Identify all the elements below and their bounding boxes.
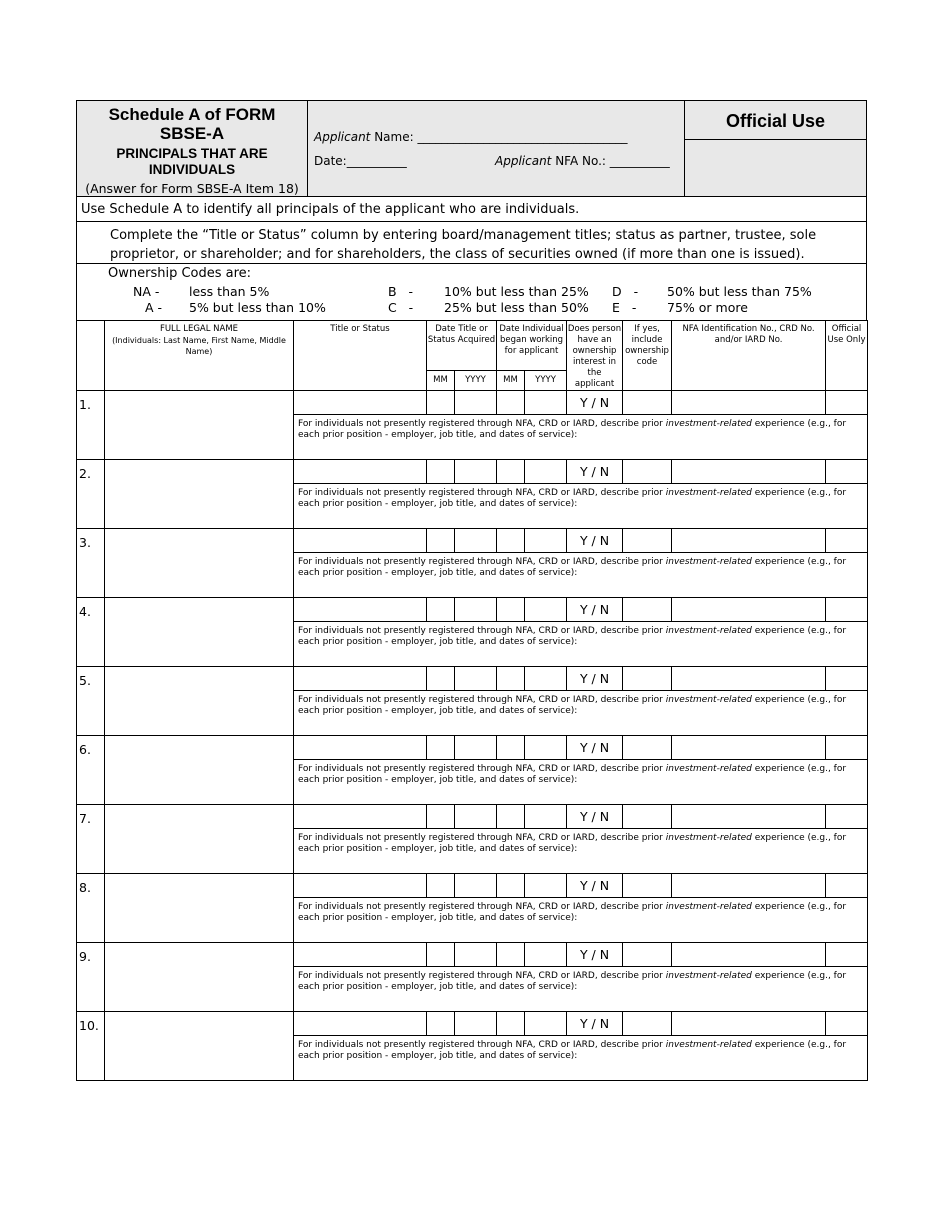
title-status-input[interactable] [294, 874, 427, 898]
row-number: 4. [77, 598, 105, 667]
date-title-mm-input[interactable] [427, 805, 455, 829]
experience-instruction: For individuals not presently registered through NFA, CRD or IARD, describe prior [298, 902, 666, 912]
date-began-mm-input[interactable] [497, 736, 525, 760]
code-na: NA - [133, 284, 160, 299]
official-use-cell [826, 1012, 868, 1036]
row-number-header [77, 321, 105, 391]
date-title-mm-input[interactable] [427, 1012, 455, 1036]
title-status-input[interactable] [294, 529, 427, 553]
nfa-id-input[interactable] [672, 874, 826, 898]
date-title-mm-input[interactable] [427, 460, 455, 484]
prior-experience-field[interactable] [294, 760, 868, 805]
applicant-nfa-field[interactable]: Applicant NFA No.: __________ [495, 154, 670, 168]
date-title-mm-input[interactable] [427, 874, 455, 898]
full-name-input[interactable] [105, 1012, 294, 1081]
row-number: 7. [77, 805, 105, 874]
experience-instruction: experience (e.g., for each prior position - employer, job title, and dates of service): [298, 419, 847, 440]
ownership-codes-label: Ownership Codes are: [108, 266, 252, 281]
prior-experience-field[interactable] [294, 898, 868, 943]
experience-instruction-emphasis: investment-related [665, 902, 752, 912]
ownership-yn[interactable]: Y / N [567, 391, 623, 415]
nfa-id-input[interactable] [672, 1012, 826, 1036]
date-title-header: Date Title or Status Acquired [427, 321, 497, 371]
date-began-mm-input[interactable] [497, 874, 525, 898]
table-row [77, 667, 868, 691]
title-status-input[interactable] [294, 460, 427, 484]
experience-instruction: experience (e.g., for each prior position - employer, job title, and dates of service): [298, 902, 847, 923]
experience-instruction: For individuals not presently registered through NFA, CRD or IARD, describe prior [298, 626, 666, 636]
experience-instruction-emphasis: investment-related [665, 626, 752, 636]
full-name-input[interactable] [105, 667, 294, 736]
experience-instruction: experience (e.g., for each prior position - employer, job title, and dates of service): [298, 488, 847, 509]
official-use-cell [826, 943, 868, 967]
experience-instruction-emphasis: investment-related [665, 1040, 752, 1050]
experience-instruction-emphasis: investment-related [665, 695, 752, 705]
ownership-codes [76, 263, 867, 320]
date-began-yyyy-input[interactable] [525, 1012, 567, 1036]
experience-instruction-emphasis: investment-related [665, 971, 752, 981]
code-na-desc: less than 5% [189, 284, 270, 299]
title-status-input[interactable] [294, 736, 427, 760]
principal-rows [77, 391, 868, 1081]
prior-experience-field[interactable] [294, 622, 868, 667]
row-number: 1. [77, 391, 105, 460]
official-use-cell [826, 598, 868, 622]
nfa-id-input[interactable] [672, 598, 826, 622]
ownership-code-input[interactable] [623, 943, 672, 967]
row-number: 3. [77, 529, 105, 598]
date-title-yyyy-input[interactable] [455, 667, 497, 691]
date-began-mm-input[interactable] [497, 529, 525, 553]
date-title-yyyy-input[interactable] [455, 1012, 497, 1036]
applicant-name-field[interactable]: Applicant Name: ___________________________________ [314, 130, 628, 144]
date-title-mm-input[interactable] [427, 391, 455, 415]
ownership-yn[interactable]: Y / N [567, 1012, 623, 1036]
date-title-mm-input[interactable] [427, 943, 455, 967]
official-use-cell [826, 874, 868, 898]
code-e-desc: 75% or more [667, 300, 748, 315]
date-title-yyyy-input[interactable] [455, 598, 497, 622]
experience-instruction: For individuals not presently registered through NFA, CRD or IARD, describe prior [298, 488, 666, 498]
title-status-input[interactable] [294, 667, 427, 691]
prior-experience-field[interactable] [294, 691, 868, 736]
official-use-cell [826, 391, 868, 415]
schedule-a-form [76, 100, 867, 1081]
experience-instruction: For individuals not presently registered through NFA, CRD or IARD, describe prior [298, 695, 666, 705]
full-name-input[interactable] [105, 736, 294, 805]
full-name-input[interactable] [105, 943, 294, 1012]
ownership-code-input[interactable] [623, 598, 672, 622]
table-row [77, 943, 868, 967]
date-title-yyyy-input[interactable] [455, 805, 497, 829]
row-number: 10. [77, 1012, 105, 1081]
form-title-block [77, 101, 308, 196]
experience-instruction: experience (e.g., for each prior position - employer, job title, and dates of service): [298, 971, 847, 992]
date-title-mm-input[interactable] [427, 667, 455, 691]
ownership-yn[interactable]: Y / N [567, 529, 623, 553]
title-status-header: Title or Status [294, 321, 427, 391]
date-title-mm-input[interactable] [427, 736, 455, 760]
table-row [77, 460, 868, 484]
prior-experience-field[interactable] [294, 553, 868, 598]
full-name-input[interactable] [105, 529, 294, 598]
full-name-input[interactable] [105, 598, 294, 667]
experience-instruction-emphasis: investment-related [665, 419, 752, 429]
date-began-mm-input[interactable] [497, 598, 525, 622]
code-b-desc: 10% but less than 25% [444, 284, 589, 299]
nfa-id-input[interactable] [672, 460, 826, 484]
date-began-mm-input[interactable] [497, 805, 525, 829]
date-began-yyyy-input[interactable] [525, 736, 567, 760]
date-began-mm-input[interactable] [497, 1012, 525, 1036]
date-title-yyyy-input[interactable] [455, 943, 497, 967]
mm-header: MM [497, 370, 525, 390]
title-status-input[interactable] [294, 598, 427, 622]
code-a-desc: 5% but less than 10% [189, 300, 326, 315]
code-c-desc: 25% but less than 50% [444, 300, 589, 315]
row-number: 9. [77, 943, 105, 1012]
table-row [77, 736, 868, 760]
official-use-cell [826, 736, 868, 760]
date-title-yyyy-input[interactable] [455, 736, 497, 760]
ownership-yn[interactable]: Y / N [567, 874, 623, 898]
experience-instruction: For individuals not presently registered through NFA, CRD or IARD, describe prior [298, 1040, 666, 1050]
full-name-header: FULL LEGAL NAME (Individuals: Last Name, First Name, Middle Name) [105, 321, 294, 391]
form-header [76, 100, 867, 196]
nfa-id-input[interactable] [672, 736, 826, 760]
experience-instruction: For individuals not presently registered through NFA, CRD or IARD, describe prior [298, 764, 666, 774]
experience-instruction: experience (e.g., for each prior position - employer, job title, and dates of service): [298, 833, 847, 854]
ownership-yn[interactable]: Y / N [567, 460, 623, 484]
date-title-yyyy-input[interactable] [455, 460, 497, 484]
ownership-header: Does person have an ownership interest in the applicant [567, 321, 623, 391]
form-title: Schedule A of FORM SBSE-A [108, 105, 276, 143]
date-began-yyyy-input[interactable] [525, 460, 567, 484]
official-use-title: Official Use [685, 101, 866, 140]
ownership-yn[interactable]: Y / N [567, 667, 623, 691]
nfa-id-input[interactable] [672, 391, 826, 415]
official-use-cell [826, 529, 868, 553]
experience-instruction-emphasis: investment-related [665, 833, 752, 843]
applicant-info [308, 101, 685, 196]
form-subtitle: PRINCIPALS THAT ARE INDIVIDUALS [116, 146, 268, 177]
date-began-mm-input[interactable] [497, 460, 525, 484]
title-status-input[interactable] [294, 943, 427, 967]
date-title-yyyy-input[interactable] [455, 391, 497, 415]
experience-instruction-emphasis: investment-related [665, 488, 752, 498]
yyyy-header: YYYY [455, 370, 497, 390]
nfa-id-input[interactable] [672, 805, 826, 829]
official-use-block [685, 101, 866, 196]
experience-instruction: experience (e.g., for each prior position - employer, job title, and dates of service): [298, 764, 847, 785]
date-began-header: Date Individual began working for applicant [497, 321, 567, 371]
instruction-title-status: Complete the “Title or Status” column by entering board/management titles; status as partner, trustee, sole proprietor, or shareholder; and for shareholders, the class of securities owned (if more than one is issued). [76, 221, 867, 263]
date-title-yyyy-input[interactable] [455, 529, 497, 553]
date-began-mm-input[interactable] [497, 667, 525, 691]
code-e: E - [612, 300, 637, 315]
code-c: C - [388, 300, 414, 315]
table-row [77, 529, 868, 553]
experience-instruction: experience (e.g., for each prior position - employer, job title, and dates of service): [298, 626, 847, 647]
official-use-cell [826, 667, 868, 691]
full-name-input[interactable] [105, 460, 294, 529]
prior-experience-field[interactable] [294, 415, 868, 460]
date-began-yyyy-input[interactable] [525, 529, 567, 553]
nfa-id-input[interactable] [672, 667, 826, 691]
ownership-code-input[interactable] [623, 805, 672, 829]
title-status-input[interactable] [294, 805, 427, 829]
date-field[interactable]: Date:__________ [314, 154, 407, 168]
row-number: 5. [77, 667, 105, 736]
experience-instruction: For individuals not presently registered through NFA, CRD or IARD, describe prior [298, 971, 666, 981]
date-began-yyyy-input[interactable] [525, 667, 567, 691]
title-status-input[interactable] [294, 391, 427, 415]
date-title-mm-input[interactable] [427, 598, 455, 622]
nfa-id-header: NFA Identification No., CRD No. and/or IARD No. [672, 321, 826, 391]
ownership-yn[interactable]: Y / N [567, 598, 623, 622]
date-began-mm-input[interactable] [497, 943, 525, 967]
date-began-mm-input[interactable] [497, 391, 525, 415]
answer-note: (Answer for Form SBSE-A Item 18) [85, 181, 299, 196]
ownership-code-input[interactable] [623, 874, 672, 898]
instruction-identify: Use Schedule A to identify all principals of the applicant who are individuals. [76, 196, 867, 221]
ownership-yn[interactable]: Y / N [567, 736, 623, 760]
nfa-id-input[interactable] [672, 529, 826, 553]
official-use-only-header: Official Use Only [826, 321, 868, 391]
date-title-mm-input[interactable] [427, 529, 455, 553]
prior-experience-field[interactable] [294, 1036, 868, 1081]
date-began-yyyy-input[interactable] [525, 391, 567, 415]
code-d: D - [612, 284, 639, 299]
nfa-id-input[interactable] [672, 943, 826, 967]
date-began-yyyy-input[interactable] [525, 943, 567, 967]
prior-experience-field[interactable] [294, 967, 868, 1012]
experience-instruction-emphasis: investment-related [665, 764, 752, 774]
ownership-code-header: If yes, include ownership code [623, 321, 672, 391]
experience-instruction: For individuals not presently registered through NFA, CRD or IARD, describe prior [298, 833, 666, 843]
ownership-code-input[interactable] [623, 460, 672, 484]
experience-instruction: experience (e.g., for each prior position - employer, job title, and dates of service): [298, 1040, 847, 1061]
ownership-yn[interactable]: Y / N [567, 943, 623, 967]
table-row [77, 1012, 868, 1036]
table-row [77, 874, 868, 898]
date-began-yyyy-input[interactable] [525, 805, 567, 829]
official-use-cell [826, 805, 868, 829]
experience-instruction: experience (e.g., for each prior position - employer, job title, and dates of service): [298, 557, 847, 578]
full-name-input[interactable] [105, 874, 294, 943]
principals-table [76, 320, 868, 1081]
ownership-yn[interactable]: Y / N [567, 805, 623, 829]
table-row [77, 391, 868, 415]
prior-experience-field[interactable] [294, 484, 868, 529]
date-began-yyyy-input[interactable] [525, 874, 567, 898]
experience-instruction-emphasis: investment-related [665, 557, 752, 567]
ownership-code-input[interactable] [623, 667, 672, 691]
code-b: B - [388, 284, 414, 299]
row-number: 6. [77, 736, 105, 805]
code-d-desc: 50% but less than 75% [667, 284, 812, 299]
date-title-yyyy-input[interactable] [455, 874, 497, 898]
full-name-input[interactable] [105, 391, 294, 460]
yyyy-header: YYYY [525, 370, 567, 390]
table-row [77, 805, 868, 829]
table-row [77, 598, 868, 622]
prior-experience-field[interactable] [294, 829, 868, 874]
mm-header: MM [427, 370, 455, 390]
row-number: 8. [77, 874, 105, 943]
experience-instruction: For individuals not presently registered through NFA, CRD or IARD, describe prior [298, 557, 666, 567]
official-use-cell [826, 460, 868, 484]
experience-instruction: experience (e.g., for each prior position - employer, job title, and dates of service): [298, 695, 847, 716]
date-began-yyyy-input[interactable] [525, 598, 567, 622]
title-status-input[interactable] [294, 1012, 427, 1036]
code-a: A - [145, 300, 163, 315]
ownership-code-input[interactable] [623, 736, 672, 760]
ownership-code-input[interactable] [623, 1012, 672, 1036]
ownership-code-input[interactable] [623, 529, 672, 553]
row-number: 2. [77, 460, 105, 529]
experience-instruction: For individuals not presently registered through NFA, CRD or IARD, describe prior [298, 419, 666, 429]
full-name-input[interactable] [105, 805, 294, 874]
ownership-code-input[interactable] [623, 391, 672, 415]
